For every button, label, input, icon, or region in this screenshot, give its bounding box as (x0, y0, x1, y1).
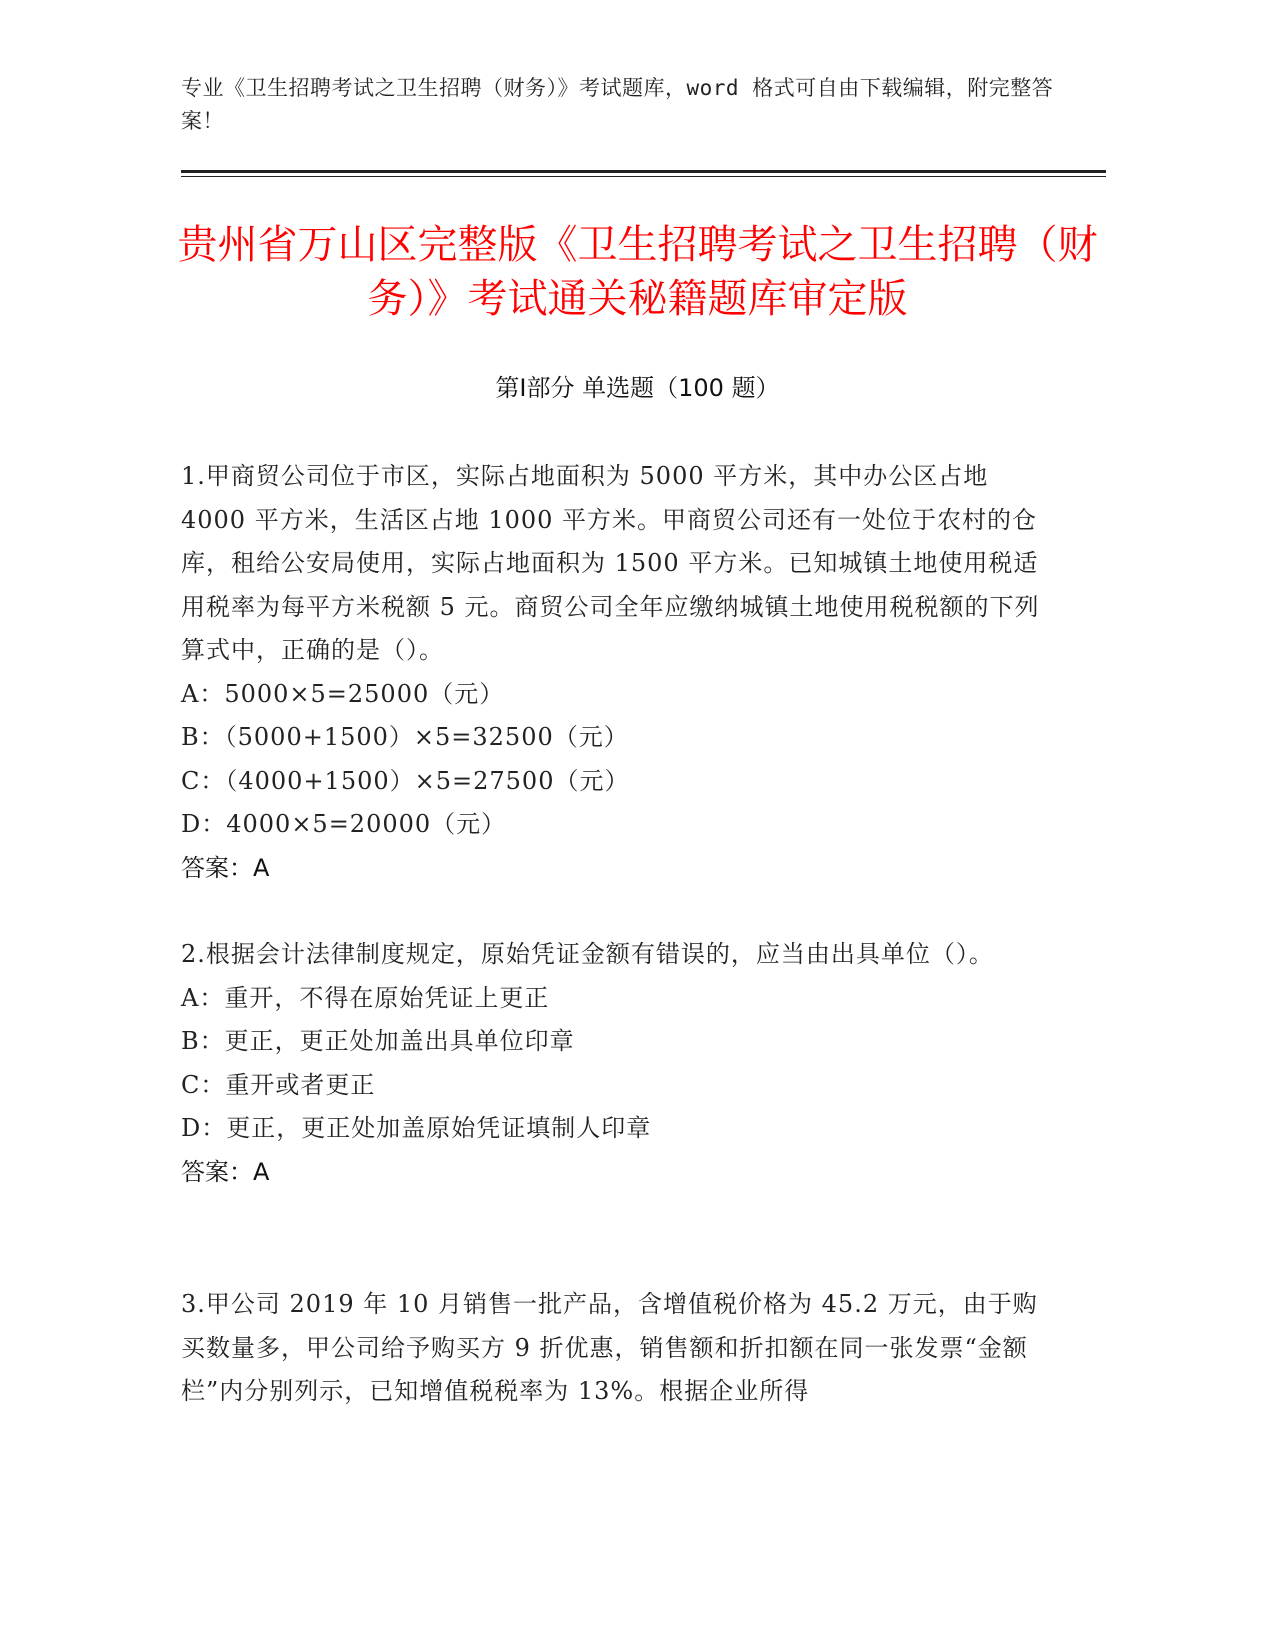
option-c: C：重开或者更正 (181, 1070, 376, 1099)
question-text: 3.甲公司 2019 年 10 月销售一批产品，含增值税价格为 45.2 万元，由于购买数量多，甲公司给予购买方 9 折优惠，销售额和折扣额在同一张发票“金额栏”内分别列示，已知增值税税率为 13%。根据企业所得 (181, 1290, 1038, 1405)
option-b: B：更正，更正处加盖出具单位印章 (181, 1027, 575, 1055)
option-a: A：5000×5=25000（元） (181, 679, 505, 708)
header-divider-thick (181, 170, 1106, 173)
option-b: B：（5000+1500）×5=32500（元） (181, 723, 629, 751)
option-d: D：更正，更正处加盖原始凭证填制人印章 (181, 1114, 652, 1142)
answer: 答案：A (181, 1157, 270, 1186)
question-text: 2.根据会计法律制度规定，原始凭证金额有错误的，应当由出具单位（）。 (181, 940, 994, 968)
section-heading: 第Ⅰ部分 单选题（100 题） (495, 374, 780, 402)
question-3 (181, 1283, 1041, 1414)
question-1 (181, 455, 1041, 890)
question-2 (181, 933, 1041, 1194)
answer: 答案：A (181, 853, 270, 882)
header-divider-thin (181, 176, 1106, 177)
option-c: C：（4000+1500）×5=27500（元） (181, 766, 630, 795)
option-d: D：4000×5=20000（元） (181, 810, 507, 838)
document-title: 贵州省万山区完整版《卫生招聘考试之卫生招聘（财务）》考试通关秘籍题库审定版 (177, 222, 1098, 322)
header-note: 专业《卫生招聘考试之卫生招聘（财务）》考试题库，word 格式可自由下载编辑，附完整答案！ (181, 76, 1054, 133)
option-a: A：重开，不得在原始凭证上更正 (181, 983, 550, 1012)
question-text: 1.甲商贸公司位于市区，实际占地面积为 5000 平方米，其中办公区占地 4000 平方米，生活区占地 1000 平方米。甲商贸公司还有一处位于农村的仓库，租给公安局使用，实际占地面积为 1500 平方米。已知城镇土地使用税适用税率为每平方米税额 5 元。商贸公司全年应缴纳城镇土地使用税税额的下列算式中，正确的是（）。 (181, 462, 1040, 664)
